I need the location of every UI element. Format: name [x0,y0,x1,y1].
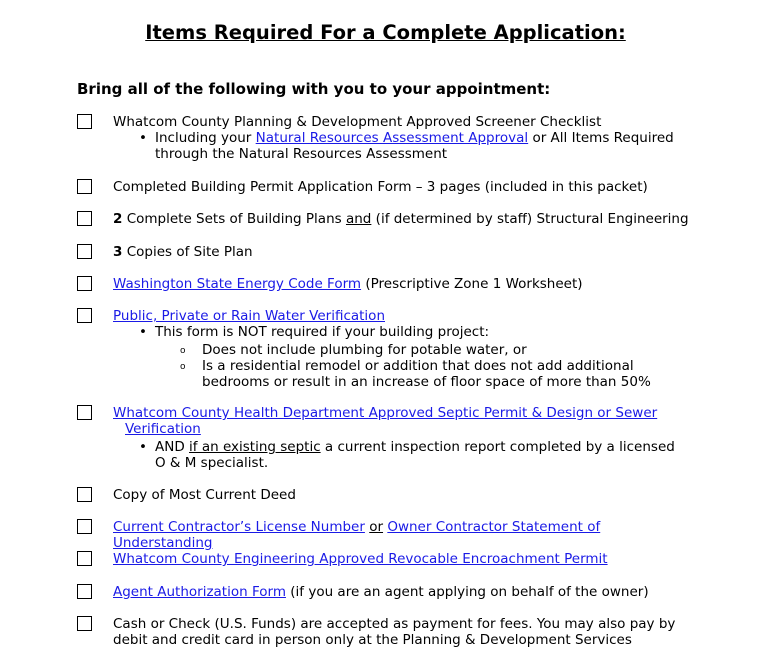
intro-heading: Bring all of the following with you to your appointment: [77,80,551,98]
circle-bullet-icon: o [180,362,186,372]
item-count: 3 [113,244,123,260]
bullet-icon: • [139,324,147,340]
item-text [113,244,703,260]
checkbox[interactable] [77,179,92,194]
sub-text-line2: O & M specialist. [155,455,269,471]
checkbox[interactable] [77,276,92,291]
item-text [113,211,703,227]
sub-sub-text-line2: bedrooms or result in an increase of floor space of more than 50% [202,374,651,390]
item-text [113,308,703,324]
item-text [113,616,703,648]
item-text: Completed Building Permit Application Form – 3 pages (included in this packet) [113,179,648,195]
checkbox[interactable] [77,584,92,599]
sub-text-post: or All Items Required [532,130,674,146]
sub-text: This form is NOT required if your building project: [155,324,490,340]
sub-text-pre: Including your [155,130,252,146]
item-text-rest: Copies of Site Plan [126,244,253,260]
checkbox[interactable] [77,114,92,129]
item-and: and [345,211,372,227]
item-text-line1: Cash or Check (U.S. Funds) are accepted as payment for fees. You may also pay by [113,616,676,632]
item-text [113,405,703,437]
sub-bullet [139,439,715,471]
bullet-icon: • [139,439,147,455]
item-text [113,584,703,600]
item-text [113,519,703,551]
sub-text-pre: AND [155,439,185,455]
item-text: Copy of Most Current Deed [113,487,296,503]
natural-resources-assessment-link[interactable]: Natural Resources Assessment Approval [255,130,529,146]
checkbox[interactable] [77,211,92,226]
item-text-b: (if determined by staff) Structural Engineering [375,211,689,227]
page-title: Items Required For a Complete Application: [145,21,626,44]
sub-bullet [139,324,715,340]
checkbox[interactable] [77,308,92,323]
sub-sub-text-line1: Is a residential remodel or addition that does not add additional [202,358,634,374]
item-text-a: Complete Sets of Building Plans [126,211,342,227]
sub-text-line2: through the Natural Resources Assessment [155,146,448,162]
checkbox[interactable] [77,616,92,631]
contractor-license-link[interactable]: Current Contractor’s License Number [113,519,365,535]
sub-bullet [139,130,715,162]
item-text [113,551,703,567]
sub-text-post: a current inspection report completed by a licensed [324,439,675,455]
encroachment-permit-link[interactable]: Whatcom County Engineering Approved Revocable Encroachment Permit [113,551,608,567]
sub-sub-bullet-2 [180,358,702,390]
sub-text-underlined: if an existing septic [189,439,321,455]
water-verification-link[interactable]: Public, Private or Rain Water Verification [113,308,385,324]
checkbox[interactable] [77,551,92,566]
checkbox[interactable] [77,244,92,259]
sub-sub-text: Does not include plumbing for potable water, or [202,342,527,358]
item-text-rest: (Prescriptive Zone 1 Worksheet) [365,276,583,292]
item-text [113,276,703,292]
septic-permit-link[interactable]: Whatcom County Health Department Approved Septic Permit & Design or Sewer [113,405,658,421]
item-text-rest: (if you are an agent applying on behalf of the owner) [290,584,649,600]
item-text: Whatcom County Planning & Development Approved Screener Checklist [113,114,602,130]
sub-sub-bullet-1 [180,342,702,358]
agent-authorization-link[interactable]: Agent Authorization Form [113,584,286,600]
checkbox[interactable] [77,405,92,420]
checkbox[interactable] [77,519,92,534]
septic-permit-link-cont[interactable]: Verification [125,421,201,437]
bullet-icon: • [139,130,147,146]
item-count: 2 [113,211,123,227]
owner-contractor-statement-link[interactable]: Owner Contractor Statement of Understanding [113,519,601,551]
energy-code-form-link[interactable]: Washington State Energy Code Form [113,276,362,292]
checkbox[interactable] [77,487,92,502]
circle-bullet-icon: o [180,346,186,356]
item-text-line2: debit and credit card in person only at the Planning & Development Services [113,632,632,648]
item-or: or [369,519,384,535]
